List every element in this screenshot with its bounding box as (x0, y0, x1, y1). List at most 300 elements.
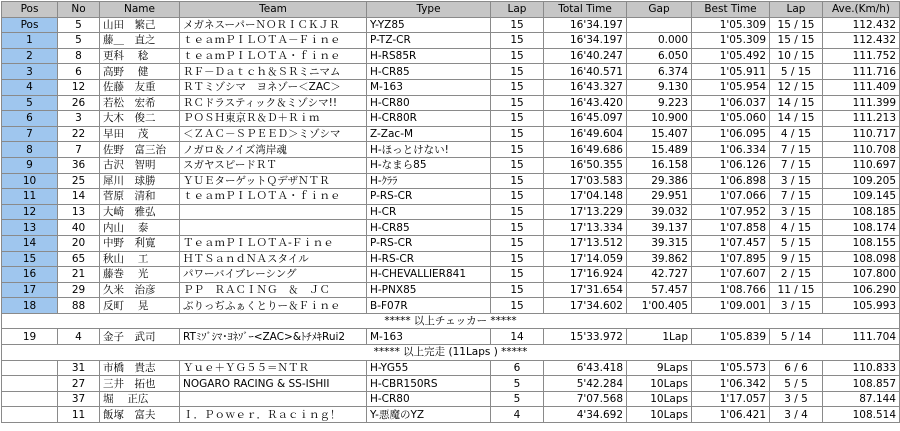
cell-team: ノガロ＆ノイズ湾岸魂 (180, 142, 367, 158)
cell-name: 堀 正広 (100, 391, 180, 407)
cell-total-time: 16'45.097 (544, 111, 627, 127)
cell-type: H-RS-CR (367, 251, 491, 267)
cell-gap: 39.137 (627, 220, 692, 236)
cell-ave: 109.145 (823, 189, 900, 205)
cell-team (180, 391, 367, 407)
header-pos: Pos (2, 2, 58, 18)
cell-total-time: 4'34.692 (544, 407, 627, 423)
cell-total-time: 17'13.229 (544, 204, 627, 220)
cell-total-time: 6'43.418 (544, 360, 627, 376)
cell-best-time: 1'05.492 (692, 48, 770, 64)
cell-gap: 9.130 (627, 79, 692, 95)
cell-pos: 14 (2, 235, 58, 251)
cell-gap: 10Laps (627, 376, 692, 392)
cell-best-time: 1'05.309 (692, 17, 770, 33)
completed-separator-row (2, 345, 900, 361)
cell-pos: 1 (2, 33, 58, 49)
cell-pos: 8 (2, 142, 58, 158)
cell-pos (2, 407, 58, 423)
cell-gap: 42.727 (627, 267, 692, 283)
cell-total-time: 16'40.571 (544, 64, 627, 80)
cell-best-time: 1'06.037 (692, 95, 770, 111)
cell-gap: 29.951 (627, 189, 692, 205)
cell-total-time: 15'33.972 (544, 329, 627, 345)
cell-team: NOGARO RACING & SS-ISHII (180, 376, 367, 392)
table-row (2, 142, 900, 158)
cell-team: ＴｅａｍＰＩＬＯＴＡ-Ｆｉｎｅ (180, 235, 367, 251)
cell-no: 65 (58, 251, 100, 267)
cell-name: 佐野 富三治 (100, 142, 180, 158)
checker-label: ***** 以上チェッカー ***** (2, 313, 900, 329)
cell-best-lap: 3 / 15 (770, 298, 823, 314)
cell-team: ＹＵＥターゲットＱデザＮＴＲ (180, 173, 367, 189)
cell-best-lap: 5 / 15 (770, 64, 823, 80)
cell-gap: 39.315 (627, 235, 692, 251)
cell-ave: 108.098 (823, 251, 900, 267)
cell-lap: 15 (491, 17, 544, 33)
cell-no: 31 (58, 360, 100, 376)
cell-total-time: 16'49.604 (544, 126, 627, 142)
cell-team: パワーバイブレーシング (180, 267, 367, 283)
cell-best-lap: 15 / 15 (770, 17, 823, 33)
cell-ave: 108.155 (823, 235, 900, 251)
cell-name: 飯塚 富夫 (100, 407, 180, 423)
cell-team: Ｙｕｅ＋ＹＧ５５＝ＮＴＲ (180, 360, 367, 376)
header-total-time: Total Time (544, 2, 627, 18)
cell-no: 88 (58, 298, 100, 314)
cell-type: P-RS-CR (367, 235, 491, 251)
cell-team: ぶりっぢふぁくとりー＆Ｆｉｎｅ (180, 298, 367, 314)
cell-ave: 112.432 (823, 17, 900, 33)
cell-type: M-163 (367, 79, 491, 95)
cell-type: H-CR85 (367, 220, 491, 236)
cell-no: 12 (58, 79, 100, 95)
cell-lap: 15 (491, 111, 544, 127)
cell-best-time: 1'06.421 (692, 407, 770, 423)
cell-pos: 2 (2, 48, 58, 64)
table-row (2, 407, 900, 423)
cell-pos: 3 (2, 64, 58, 80)
cell-best-lap: 2 / 15 (770, 267, 823, 283)
cell-ave: 111.409 (823, 79, 900, 95)
cell-ave: 87.144 (823, 391, 900, 407)
cell-total-time: 17'14.059 (544, 251, 627, 267)
cell-best-lap: 4 / 15 (770, 126, 823, 142)
table-row (2, 360, 900, 376)
cell-name: 若松 宏希 (100, 95, 180, 111)
table-row (2, 376, 900, 392)
cell-no: 29 (58, 282, 100, 298)
cell-total-time: 16'43.327 (544, 79, 627, 95)
cell-best-lap: 4 / 15 (770, 220, 823, 236)
table-row (2, 17, 900, 33)
cell-lap: 15 (491, 157, 544, 173)
cell-name: 三井 拓也 (100, 376, 180, 392)
cell-best-lap: 7 / 15 (770, 189, 823, 205)
cell-pos: 5 (2, 95, 58, 111)
cell-lap: 15 (491, 204, 544, 220)
cell-best-lap: 3 / 4 (770, 407, 823, 423)
cell-gap: 15.489 (627, 142, 692, 158)
cell-type: H-CR (367, 204, 491, 220)
cell-type: H-CHEVALLIER841 (367, 267, 491, 283)
cell-pos: 15 (2, 251, 58, 267)
cell-team: ｔｅａｍＰＩＬＯＴＡ－Ｆｉｎｅ (180, 33, 367, 49)
cell-ave: 111.716 (823, 64, 900, 80)
cell-team: ＜ＺＡＣ－ＳＰＥＥＤ＞ミゾシマ (180, 126, 367, 142)
cell-team: Ｉ．Ｐｏｗｅｒ．Ｒａｃｉｎｇ！ (180, 407, 367, 423)
cell-lap: 4 (491, 407, 544, 423)
cell-no: 14 (58, 189, 100, 205)
cell-best-lap: 5 / 5 (770, 376, 823, 392)
cell-lap: 15 (491, 235, 544, 251)
cell-ave: 110.708 (823, 142, 900, 158)
header-name: Name (100, 2, 180, 18)
cell-total-time: 16'34.197 (544, 33, 627, 49)
cell-pos: 16 (2, 267, 58, 283)
cell-pos: 4 (2, 79, 58, 95)
cell-team (180, 220, 367, 236)
table-row (2, 282, 900, 298)
cell-best-time: 1'09.001 (692, 298, 770, 314)
table-row (2, 189, 900, 205)
cell-lap: 15 (491, 95, 544, 111)
cell-total-time: 16'50.355 (544, 157, 627, 173)
cell-ave: 106.290 (823, 282, 900, 298)
table-row (2, 64, 900, 80)
cell-ave: 110.833 (823, 360, 900, 376)
cell-lap: 5 (491, 391, 544, 407)
cell-type: H-RS85R (367, 48, 491, 64)
cell-team: スガヤスピードＲＴ (180, 157, 367, 173)
cell-gap: 39.862 (627, 251, 692, 267)
completed-section (2, 345, 900, 361)
table-row (2, 48, 900, 64)
table-row (2, 235, 900, 251)
cell-total-time: 17'04.148 (544, 189, 627, 205)
cell-pos (2, 376, 58, 392)
cell-pos: 9 (2, 157, 58, 173)
table-row (2, 33, 900, 49)
cell-lap: 15 (491, 298, 544, 314)
cell-no: 40 (58, 220, 100, 236)
cell-best-lap: 9 / 15 (770, 251, 823, 267)
cell-team (180, 204, 367, 220)
cell-ave: 108.185 (823, 204, 900, 220)
table-row (2, 329, 900, 345)
cell-type: P-TZ-CR (367, 33, 491, 49)
cell-pos: 19 (2, 329, 58, 345)
cell-no: 27 (58, 376, 100, 392)
cell-name: 山田 繁己 (100, 17, 180, 33)
cell-best-lap: 14 / 15 (770, 95, 823, 111)
cell-total-time: 17'16.924 (544, 267, 627, 283)
cell-gap: 1Lap (627, 329, 692, 345)
cell-name: 大木 俊二 (100, 111, 180, 127)
cell-total-time: 16'40.247 (544, 48, 627, 64)
cell-no: 11 (58, 407, 100, 423)
cell-best-time: 1'07.607 (692, 267, 770, 283)
cell-no: 7 (58, 142, 100, 158)
cell-total-time: 17'13.512 (544, 235, 627, 251)
cell-ave: 111.213 (823, 111, 900, 127)
table-row (2, 220, 900, 236)
cell-best-time: 1'05.911 (692, 64, 770, 80)
cell-team: ＰＰ ＲＡＣＩＮＧ ＆ ＪＣ (180, 282, 367, 298)
table-row (2, 157, 900, 173)
cell-best-lap: 12 / 15 (770, 79, 823, 95)
cell-type: M-163 (367, 329, 491, 345)
cell-no: 8 (58, 48, 100, 64)
table-row (2, 204, 900, 220)
cell-name: 大崎 雅弘 (100, 204, 180, 220)
cell-no: 20 (58, 235, 100, 251)
header-best-lap: Lap (770, 2, 823, 18)
header-type: Type (367, 2, 491, 18)
cell-best-lap: 7 / 15 (770, 157, 823, 173)
cell-gap: 6.050 (627, 48, 692, 64)
cell-pos: 18 (2, 298, 58, 314)
cell-ave: 111.704 (823, 329, 900, 345)
cell-best-time: 1'06.126 (692, 157, 770, 173)
cell-gap: 9.223 (627, 95, 692, 111)
cell-type: H-なまら85 (367, 157, 491, 173)
cell-name: 中野 利寛 (100, 235, 180, 251)
cell-ave: 110.717 (823, 126, 900, 142)
cell-ave: 110.697 (823, 157, 900, 173)
results-body (2, 17, 900, 313)
cell-team: メガネスーパーＮＯＲＩＣＫＪＲ (180, 17, 367, 33)
cell-gap: 10Laps (627, 407, 692, 423)
cell-ave: 112.432 (823, 33, 900, 49)
cell-team: ＨＴＳａｎｄＮＡスタイル (180, 251, 367, 267)
cell-type: H-PNX85 (367, 282, 491, 298)
cell-best-lap: 15 / 15 (770, 33, 823, 49)
cell-lap: 15 (491, 282, 544, 298)
cell-best-time: 1'05.309 (692, 33, 770, 49)
cell-gap (627, 17, 692, 33)
cell-best-time: 1'05.954 (692, 79, 770, 95)
cell-type: H-CR80R (367, 111, 491, 127)
cell-type: Y-YZ85 (367, 17, 491, 33)
cell-team: ＰＯＳＨ東京Ｒ＆Ｄ＋Ｒｉｍ (180, 111, 367, 127)
cell-team: ＲＦ－Ｄａｔｃｈ＆ＳＲミニマム (180, 64, 367, 80)
checker-separator-row (2, 313, 900, 329)
cell-no: 36 (58, 157, 100, 173)
cell-pos: 7 (2, 126, 58, 142)
cell-name: 金子 武司 (100, 329, 180, 345)
cell-lap: 6 (491, 360, 544, 376)
cell-lap: 15 (491, 48, 544, 64)
cell-name: 反町 晃 (100, 298, 180, 314)
cell-best-time: 1'05.839 (692, 329, 770, 345)
cell-ave: 111.752 (823, 48, 900, 64)
cell-best-lap: 7 / 15 (770, 142, 823, 158)
cell-total-time: 16'43.420 (544, 95, 627, 111)
cell-best-lap: 3 / 15 (770, 173, 823, 189)
cell-best-time: 1'06.898 (692, 173, 770, 189)
cell-lap: 15 (491, 33, 544, 49)
header-gap: Gap (627, 2, 692, 18)
table-row (2, 298, 900, 314)
header-row (2, 2, 900, 18)
completed-label: ***** 以上完走 (11Laps ) ***** (2, 345, 900, 361)
table-row (2, 251, 900, 267)
cell-best-lap: 5 / 14 (770, 329, 823, 345)
cell-total-time: 5'42.284 (544, 376, 627, 392)
after-checker-body (2, 329, 900, 345)
cell-best-time: 1'06.334 (692, 142, 770, 158)
cell-lap: 15 (491, 142, 544, 158)
cell-gap: 39.032 (627, 204, 692, 220)
cell-gap: 1'00.405 (627, 298, 692, 314)
cell-type: P-RS-CR (367, 189, 491, 205)
cell-team: ＲＣドラスティック＆ミゾシマ!! (180, 95, 367, 111)
cell-type: H-ほっとけない! (367, 142, 491, 158)
cell-gap: 10.900 (627, 111, 692, 127)
cell-name: 藤巻 光 (100, 267, 180, 283)
table-row (2, 391, 900, 407)
cell-gap: 9Laps (627, 360, 692, 376)
cell-pos: Pos (2, 17, 58, 33)
cell-best-time: 1'07.066 (692, 189, 770, 205)
cell-best-time: 1'08.766 (692, 282, 770, 298)
cell-name: 高野 健 (100, 64, 180, 80)
cell-name: 内山 泰 (100, 220, 180, 236)
cell-gap: 6.374 (627, 64, 692, 80)
table-row (2, 95, 900, 111)
cell-pos: 17 (2, 282, 58, 298)
cell-lap: 15 (491, 267, 544, 283)
cell-type: H-YG55 (367, 360, 491, 376)
cell-name: 久米 治彦 (100, 282, 180, 298)
cell-team: ＲＴミゾシマ ヨネゾー＜ZAC＞ (180, 79, 367, 95)
header-lap: Lap (491, 2, 544, 18)
cell-gap: 16.158 (627, 157, 692, 173)
cell-name: 市橋 貴志 (100, 360, 180, 376)
cell-type: H-CR80 (367, 391, 491, 407)
cell-gap: 29.386 (627, 173, 692, 189)
non-finishers-body (2, 360, 900, 422)
cell-type: H-ｸﾗﾗ (367, 173, 491, 189)
cell-lap: 15 (491, 126, 544, 142)
header-ave: Ave.(Km/h) (823, 2, 900, 18)
cell-best-lap: 11 / 15 (770, 282, 823, 298)
header-best-time: Best Time (692, 2, 770, 18)
cell-gap: 10Laps (627, 391, 692, 407)
cell-name: 古沢 智明 (100, 157, 180, 173)
cell-no: 21 (58, 267, 100, 283)
cell-ave: 108.174 (823, 220, 900, 236)
header-team: Team (180, 2, 367, 18)
cell-ave: 107.800 (823, 267, 900, 283)
cell-lap: 15 (491, 189, 544, 205)
cell-best-lap: 10 / 15 (770, 48, 823, 64)
cell-pos: 12 (2, 204, 58, 220)
race-results-table (1, 1, 900, 423)
header-no: No (58, 2, 100, 18)
cell-total-time: 16'34.197 (544, 17, 627, 33)
cell-team: ｔｅａｍＰＩＬＯＴＡ・ｆｉｎｅ (180, 48, 367, 64)
cell-type: H-CR80 (367, 95, 491, 111)
cell-type: H-CR85 (367, 64, 491, 80)
cell-ave: 105.993 (823, 298, 900, 314)
cell-total-time: 16'49.686 (544, 142, 627, 158)
cell-best-lap: 3 / 15 (770, 204, 823, 220)
cell-best-time: 1'05.060 (692, 111, 770, 127)
cell-name: 犀川 球勝 (100, 173, 180, 189)
cell-best-time: 1'07.895 (692, 251, 770, 267)
cell-best-time: 1'06.095 (692, 126, 770, 142)
cell-pos: 11 (2, 189, 58, 205)
cell-lap: 15 (491, 79, 544, 95)
cell-lap: 15 (491, 173, 544, 189)
cell-total-time: 7'07.568 (544, 391, 627, 407)
cell-lap: 15 (491, 220, 544, 236)
cell-ave: 109.205 (823, 173, 900, 189)
cell-name: 秋山 工 (100, 251, 180, 267)
cell-name: 藤＿ 直之 (100, 33, 180, 49)
cell-pos (2, 360, 58, 376)
cell-gap: 15.407 (627, 126, 692, 142)
table-row (2, 126, 900, 142)
cell-no: 13 (58, 204, 100, 220)
cell-total-time: 17'13.334 (544, 220, 627, 236)
cell-type: Z-Zac-M (367, 126, 491, 142)
cell-no: 37 (58, 391, 100, 407)
cell-total-time: 17'03.583 (544, 173, 627, 189)
cell-best-time: 1'05.573 (692, 360, 770, 376)
cell-ave: 108.857 (823, 376, 900, 392)
cell-lap: 15 (491, 251, 544, 267)
cell-no: 6 (58, 64, 100, 80)
cell-gap: 0.000 (627, 33, 692, 49)
cell-best-time: 1'17.057 (692, 391, 770, 407)
cell-no: 3 (58, 111, 100, 127)
cell-best-lap: 14 / 15 (770, 111, 823, 127)
cell-no: 5 (58, 33, 100, 49)
table-row (2, 267, 900, 283)
cell-name: 早田 茂 (100, 126, 180, 142)
cell-name: 更科 稔 (100, 48, 180, 64)
cell-team: ｔｅａｍＰＩＬＯＴＡ・ｆｉｎｅ (180, 189, 367, 205)
cell-name: 菅原 清和 (100, 189, 180, 205)
cell-no: 5 (58, 17, 100, 33)
cell-best-lap: 6 / 6 (770, 360, 823, 376)
cell-type: H-CBR150RS (367, 376, 491, 392)
cell-gap: 57.457 (627, 282, 692, 298)
cell-lap: 14 (491, 329, 544, 345)
cell-lap: 15 (491, 64, 544, 80)
cell-total-time: 17'34.602 (544, 298, 627, 314)
cell-no: 22 (58, 126, 100, 142)
cell-type: B-F07R (367, 298, 491, 314)
cell-name: 佐藤 友重 (100, 79, 180, 95)
cell-team: RTﾐｿﾞｼﾏ･ﾖﾈｿﾞｰ<ZAC>&ﾄﾁﾒｷRui2 (180, 329, 367, 345)
table-row (2, 173, 900, 189)
cell-ave: 111.399 (823, 95, 900, 111)
cell-best-time: 1'07.858 (692, 220, 770, 236)
cell-pos (2, 391, 58, 407)
checker-section (2, 313, 900, 329)
cell-no: 25 (58, 173, 100, 189)
table-row (2, 79, 900, 95)
cell-pos: 10 (2, 173, 58, 189)
table-row (2, 111, 900, 127)
cell-total-time: 17'31.654 (544, 282, 627, 298)
cell-no: 26 (58, 95, 100, 111)
cell-pos: 6 (2, 111, 58, 127)
